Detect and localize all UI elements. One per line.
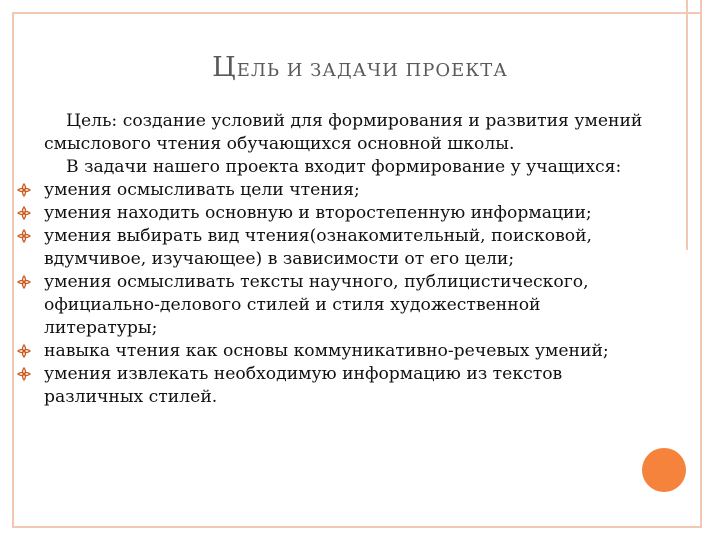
fleuron-icon: [17, 229, 31, 243]
list-item: [44, 202, 644, 225]
title-rest: ЕЛЬ И ЗАДАЧИ ПРОЕКТА: [236, 60, 508, 81]
slide-title: [0, 52, 720, 83]
decorative-circle-icon: [642, 448, 686, 492]
fleuron-icon: [17, 275, 31, 289]
slide-accent-stripe: [686, 0, 702, 250]
list-item: [44, 340, 644, 363]
list-item-text: навыка чтения как основы коммуникативно-речевых умений;: [44, 341, 609, 361]
fleuron-icon: [17, 344, 31, 358]
slide-body: [44, 110, 644, 409]
list-item-text: умения выбирать вид чтения(ознакомительный, поисковой, вдумчивое, изучающее) в зависимости от его цели;: [44, 226, 593, 269]
goal-paragraph: Цель: создание условий для формирования и развития умений смыслового чтения обучающихся основной школы.: [44, 111, 643, 154]
list-item: [44, 225, 644, 271]
intro-paragraph: В задачи нашего проекта входит формирование у учащихся:: [66, 157, 622, 177]
list-item: [44, 179, 644, 202]
list-item-text: умения извлекать необходимую информацию из текстов различных стилей.: [44, 364, 563, 407]
fleuron-icon: [17, 206, 31, 220]
task-list: [44, 179, 644, 409]
list-item-text: умения осмысливать тексты научного, публицистического, официально-делового стилей и стиля художественной литературы;: [44, 272, 589, 338]
fleuron-icon: [17, 183, 31, 197]
list-item-text: умения осмысливать цели чтения;: [44, 180, 360, 200]
list-item: [44, 271, 644, 340]
title-first-letter: Ц: [212, 52, 237, 83]
fleuron-icon: [17, 367, 31, 381]
list-item-text: умения находить основную и второстепенную информации;: [44, 203, 592, 223]
list-item: [44, 363, 644, 409]
